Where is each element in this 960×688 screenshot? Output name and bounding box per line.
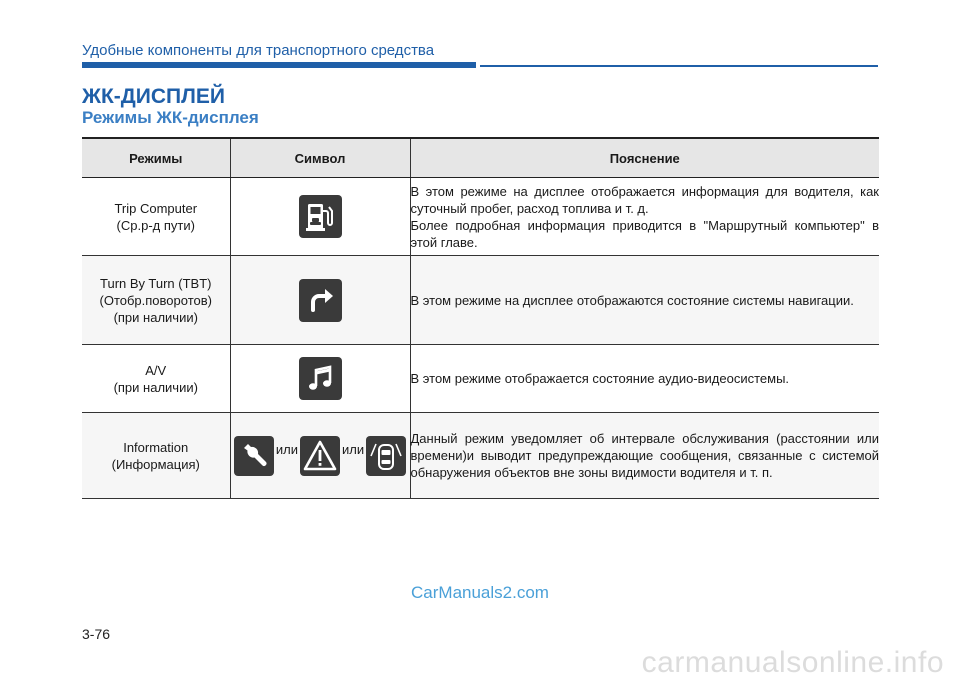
description-cell bbox=[410, 345, 879, 413]
section-title: ЖК-ДИСПЛЕЙ bbox=[82, 85, 225, 108]
header-rule-thick bbox=[82, 62, 476, 68]
description-text: В этом режиме отображается состояние аудио-видеосистемы. bbox=[410, 371, 790, 386]
warning-triangle-icon bbox=[300, 436, 340, 476]
mode-label: Turn By Turn (TBT) bbox=[100, 275, 212, 291]
mode-label: A/V bbox=[145, 362, 167, 378]
car-top-view-icon bbox=[366, 436, 406, 476]
mode-label: (Ср.р-д пути) bbox=[116, 217, 195, 233]
mode-label: (Отобр.поворотов) bbox=[99, 292, 212, 308]
description-text: Более подробная информация приводится в "Маршрутный компьютер" в этой главе. bbox=[410, 217, 879, 250]
mode-cell bbox=[82, 413, 230, 499]
header-rule-thin bbox=[480, 65, 878, 67]
mode-label: Information bbox=[123, 439, 189, 455]
mode-label: (при наличии) bbox=[113, 379, 198, 395]
lcd-modes-table bbox=[82, 137, 879, 499]
table-row bbox=[82, 413, 879, 499]
symbol-cell bbox=[230, 413, 410, 499]
mode-label: Trip Computer bbox=[114, 200, 198, 216]
watermark-link[interactable]: CarManuals2.com bbox=[411, 583, 549, 602]
turn-arrow-icon bbox=[299, 279, 342, 322]
mode-label: (при наличии) bbox=[113, 309, 198, 325]
fuel-pump-icon bbox=[299, 195, 342, 238]
table-row bbox=[82, 256, 879, 345]
column-header-description: Пояснение bbox=[410, 138, 879, 178]
description-cell bbox=[410, 413, 879, 499]
music-note-icon bbox=[299, 357, 342, 400]
description-text: В этом режиме на дисплее отображается информация для водителя, как суточный пробег, расход топлива и т. д. bbox=[410, 183, 879, 216]
column-header-modes: Режимы bbox=[82, 138, 230, 178]
table-row bbox=[82, 178, 879, 256]
mode-cell bbox=[82, 178, 230, 256]
symbol-cell bbox=[230, 178, 410, 256]
footer-site-watermark: carmanualsonline.info bbox=[641, 646, 944, 679]
section-subtitle: Режимы ЖК-дисплея bbox=[82, 108, 259, 127]
description-cell bbox=[410, 256, 879, 345]
mode-cell bbox=[82, 345, 230, 413]
page-number: 3-76 bbox=[82, 626, 111, 642]
description-cell bbox=[410, 178, 879, 256]
description-text: Данный режим уведомляет об интервале обслуживания (расстоянии или времени)и выводит предупреждающие сообщения, связанные с системой обнаружения объектов вне зоны видимости водителя и т. п. bbox=[410, 431, 879, 480]
column-header-symbol: Символ bbox=[230, 138, 410, 178]
mode-label: (Информация) bbox=[111, 456, 200, 472]
or-separator: или bbox=[342, 442, 365, 457]
table-row bbox=[82, 345, 879, 413]
mode-cell bbox=[82, 256, 230, 345]
wrench-icon bbox=[234, 436, 274, 476]
chapter-header: Удобные компоненты для транспортного средства bbox=[82, 42, 435, 59]
information-symbols bbox=[231, 436, 410, 476]
symbol-cell bbox=[230, 345, 410, 413]
or-separator: или bbox=[275, 442, 298, 457]
description-text: В этом режиме на дисплее отображаются состояние системы навигации. bbox=[410, 292, 854, 308]
symbol-cell bbox=[230, 256, 410, 345]
table-header-row bbox=[82, 138, 879, 178]
